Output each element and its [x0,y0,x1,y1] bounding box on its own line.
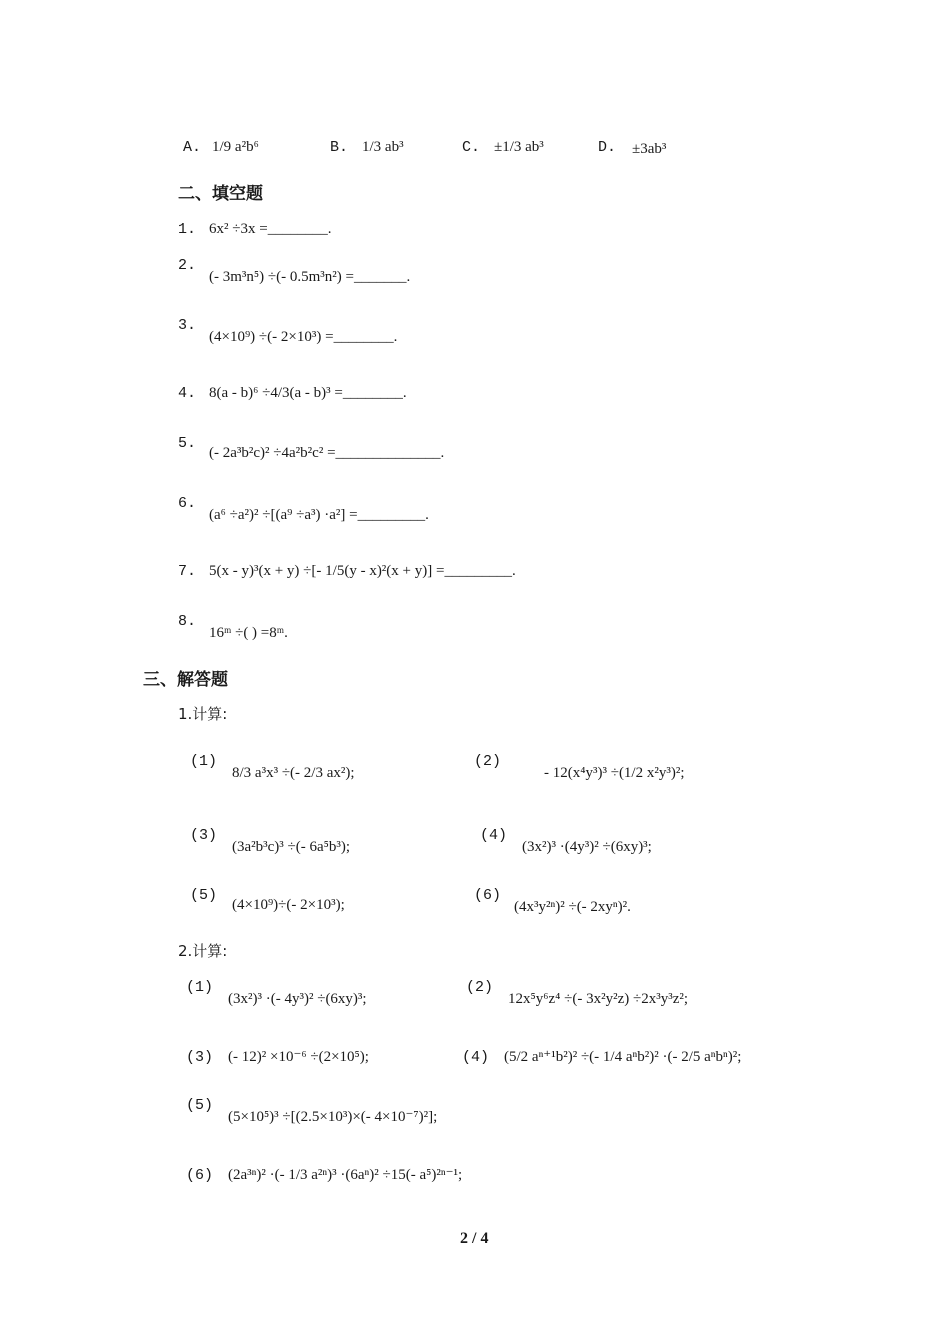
calc-item-expression: (3x²)³ ·(- 4y³)² ÷(6xy)³; [228,991,367,1007]
section-heading-fill-in: 二、填空题 [178,184,263,204]
calc-item-expression: - 12(x⁴y³)³ ÷(1/2 x²y³)²; [544,765,685,781]
calc-item-expression: (3a²b³c)³ ÷(- 6a⁵b³); [232,839,351,855]
calc-item-number: (2) [474,753,502,770]
fill-item-expression: 8(a - b)⁶ ÷4/3(a - b)³ =________. [209,385,407,401]
calc-item-expression: 8/3 a³x³ ÷(- 2/3 ax²); [232,765,355,781]
calc-item-expression: 12x⁵y⁶z⁴ ÷(- 3x²y²z) ÷2x³y³z²; [508,991,689,1007]
calc-item-number: (6) [474,887,502,904]
fill-item-expression: (4×10⁹) ÷(- 2×10³) =________. [209,329,398,345]
choice-c-expr: ±1/3 ab³ [494,139,544,155]
calc-item-number: (1) [190,753,218,770]
fill-item-number: 1. [178,221,197,238]
calc-item-expression: (4x³y²ⁿ)² ÷(- 2xyⁿ)². [514,899,631,915]
calc-item-number: (5) [186,1097,214,1114]
choice-d-label: D. [598,139,617,156]
page-number: 2 / 4 [460,1230,489,1247]
calc-item-number: (6) [186,1167,214,1184]
calc-item-number: (2) [466,979,494,996]
calc-item-expression: (4×10⁹)÷(- 2×10³); [232,897,345,913]
question-2-title: 2.计算: [178,942,228,960]
fill-item-number: 6. [178,495,197,512]
choice-a-expr: 1/9 a²b⁶ [212,139,259,155]
fill-item-number: 8. [178,613,197,630]
calc-item-expression: (5/2 aⁿ⁺¹b²)² ÷(- 1/4 aⁿb²)² ·(- 2/5 aⁿbⁿ)²; [504,1049,742,1065]
fill-item-number: 7. [178,563,197,580]
choice-b-expr: 1/3 ab³ [362,139,404,155]
fill-item-number: 2. [178,257,197,274]
question-1-title: 1.计算: [178,705,228,723]
fill-item-expression: 5(x - y)³(x + y) ÷[- 1/5(y - x)²(x + y)] =_________. [209,563,516,579]
fill-item-number: 5. [178,435,197,452]
calc-item-number: (4) [462,1049,490,1066]
choice-d-expr: ±3ab³ [632,141,667,157]
calc-item-number: (5) [190,887,218,904]
choice-b-label: B. [330,139,349,156]
calc-item-number: (1) [186,979,214,996]
choice-a-label: A. [183,139,202,156]
calc-item-number: (3) [186,1049,214,1066]
choice-c-label: C. [462,139,481,156]
calc-item-expression: (- 12)² ×10⁻⁶ ÷(2×10⁵); [228,1049,369,1065]
fill-item-number: 3. [178,317,197,334]
calc-item-expression: (3x²)³ ·(4y³)² ÷(6xy)³; [522,839,652,855]
section-heading-answer: 三、解答题 [143,670,228,690]
fill-item-expression: 16ᵐ ÷( ) =8ᵐ. [209,625,288,641]
calc-item-number: (4) [480,827,508,844]
calc-item-expression: (5×10⁵)³ ÷[(2.5×10³)×(- 4×10⁻⁷)²]; [228,1109,438,1125]
fill-item-expression: (- 2a³b²c)² ÷4a²b²c² =______________. [209,445,445,461]
fill-item-expression: (- 3m³n⁵) ÷(- 0.5m³n²) =_______. [209,269,411,285]
calc-item-expression: (2a³ⁿ)² ·(- 1/3 a²ⁿ)³ ·(6aⁿ)² ÷15(- a⁵)²ⁿ⁻¹; [228,1167,463,1183]
calc-item-number: (3) [190,827,218,844]
fill-item-expression: 6x² ÷3x =________. [209,221,332,237]
fill-item-number: 4. [178,385,197,402]
fill-item-expression: (a⁶ ÷a²)² ÷[(a⁹ ÷a³) ·a²] =_________. [209,507,429,523]
